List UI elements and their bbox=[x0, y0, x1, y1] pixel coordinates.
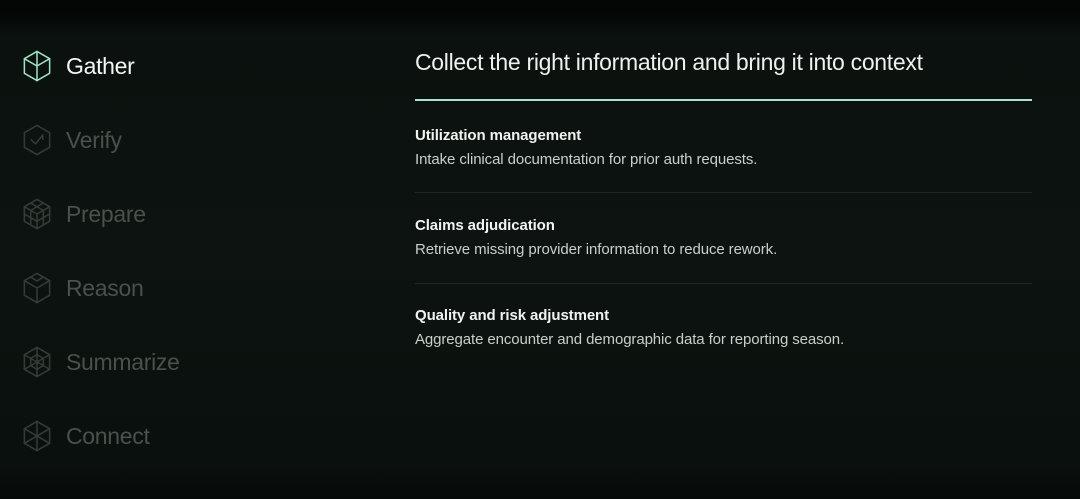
sidebar-item-label: Reason bbox=[66, 274, 144, 301]
sidebar-item-label: Verify bbox=[66, 126, 122, 153]
panel-heading: Collect the right information and bring it into context bbox=[415, 49, 923, 75]
divider bbox=[415, 283, 1032, 284]
use-case-title: Claims adjudication bbox=[415, 217, 555, 234]
sidebar-item-reason[interactable] bbox=[22, 251, 392, 325]
use-case-title: Utilization management bbox=[415, 127, 582, 144]
use-case-item bbox=[415, 127, 1032, 168]
sidebar-item-gather[interactable] bbox=[22, 29, 392, 103]
cube-outline-icon bbox=[22, 49, 52, 83]
use-case-title: Quality and risk adjustment bbox=[415, 307, 610, 324]
sidebar-item-verify[interactable] bbox=[22, 103, 392, 177]
use-case-description: Intake clinical documentation for prior auth requests. bbox=[415, 151, 758, 168]
sidebar-item-connect[interactable] bbox=[22, 399, 392, 473]
sidebar-item-label: Connect bbox=[66, 422, 150, 449]
hexagon-check-icon bbox=[22, 123, 52, 157]
accent-underline bbox=[415, 99, 1032, 101]
hexagon-network-icon bbox=[22, 419, 52, 453]
sidebar-item-label: Summarize bbox=[66, 348, 180, 375]
sidebar-item-label: Prepare bbox=[66, 200, 146, 227]
use-case-description: Aggregate encounter and demographic data for reporting season. bbox=[415, 331, 845, 348]
cube-cluster-icon bbox=[22, 345, 52, 379]
sidebar-item-prepare[interactable] bbox=[22, 177, 392, 251]
use-case-item bbox=[415, 307, 1032, 348]
sidebar-item-summarize[interactable] bbox=[22, 325, 392, 399]
rubik-cube-icon bbox=[22, 197, 52, 231]
open-box-icon bbox=[22, 271, 52, 305]
sidebar-item-label: Gather bbox=[66, 52, 135, 79]
divider bbox=[415, 192, 1032, 193]
sidebar bbox=[22, 29, 392, 473]
tab-panel-gather bbox=[415, 0, 1032, 499]
use-case-description: Retrieve missing provider information to reduce rework. bbox=[415, 241, 778, 258]
use-case-item bbox=[415, 217, 1032, 258]
